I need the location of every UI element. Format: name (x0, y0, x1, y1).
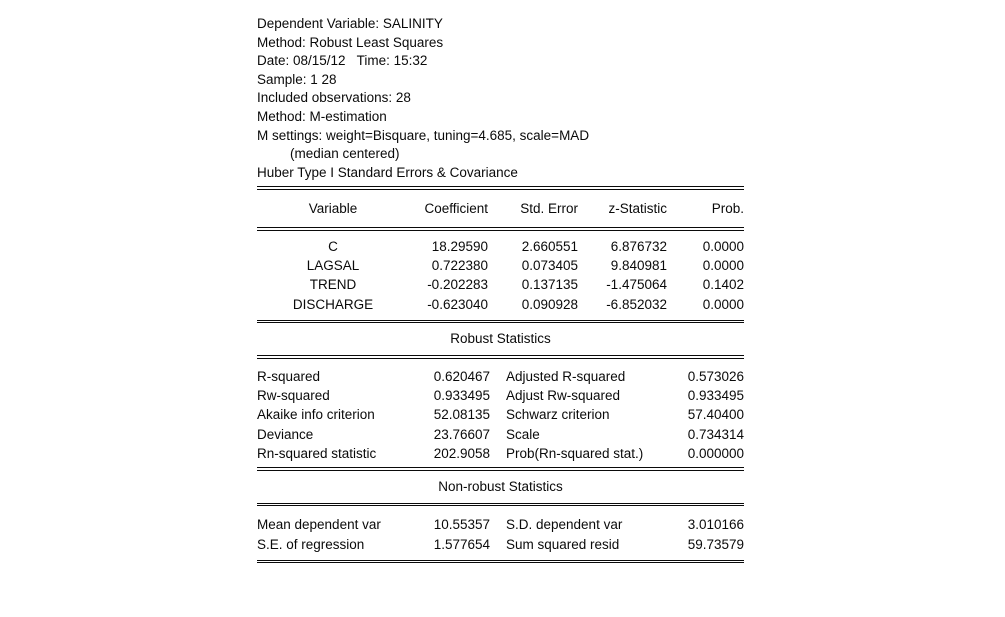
coefficient-table-header (257, 190, 744, 227)
column-header-variable: Variable (308, 200, 358, 216)
stat-value: 57.40400 (687, 407, 744, 423)
stat-label: Prob(Rn-squared stat.) (506, 446, 644, 462)
stat-row (257, 367, 744, 386)
stat-value: 52.08135 (433, 407, 490, 423)
stat-value: 0.000000 (687, 446, 744, 462)
column-header-coefficient: Coefficient (424, 200, 488, 216)
stat-label: R-squared (257, 368, 321, 384)
z-statistic-value: -6.852032 (606, 296, 667, 312)
dependent-variable-line: Dependent Variable: SALINITY (257, 16, 443, 31)
m-settings-continuation-line: (median centered) (290, 146, 400, 162)
stat-value: 10.55357 (433, 517, 490, 533)
stat-label: Deviance (257, 426, 314, 442)
stat-row (257, 515, 744, 534)
date-time-line: Date: 08/15/12 Time: 15:32 (257, 53, 428, 69)
z-statistic-value: 9.840981 (610, 257, 667, 273)
stat-row (257, 405, 744, 424)
variable-name: LAGSAL (306, 257, 360, 273)
stat-value: 0.734314 (687, 426, 744, 442)
stat-label: Mean dependent var (257, 517, 381, 533)
coefficient-value: -0.623040 (427, 296, 488, 312)
stat-row (257, 386, 744, 405)
stat-value: 0.933495 (687, 388, 744, 404)
stat-label: S.D. dependent var (506, 517, 623, 533)
method-line: Method: Robust Least Squares (257, 34, 444, 50)
stat-value: 202.9058 (433, 446, 490, 462)
stat-value: 0.620467 (433, 368, 490, 384)
stat-label: Sum squared resid (506, 536, 620, 552)
stat-label: Schwarz criterion (506, 407, 610, 423)
variable-name: DISCHARGE (292, 296, 374, 312)
stat-label: Scale (506, 426, 540, 442)
prob-value: 0.1402 (702, 277, 744, 293)
column-header-z-statistic: z-Statistic (608, 200, 667, 216)
coefficient-value: 18.29590 (431, 238, 488, 254)
stat-label: Akaike info criterion (257, 407, 375, 423)
table-row (257, 237, 744, 256)
table-bottom-rule (257, 560, 744, 564)
stat-value: 23.76607 (433, 426, 490, 442)
stat-label: Rn-squared statistic (257, 446, 377, 462)
stat-row (257, 535, 744, 554)
std-error-value: 0.073405 (521, 257, 578, 273)
nonrobust-statistics-body (257, 506, 744, 560)
robust-statistics-body (257, 359, 744, 467)
m-settings-line: M settings: weight=Bisquare, tuning=4.685, scale=MAD (257, 127, 590, 143)
stat-label: Rw-squared (257, 388, 330, 404)
table-row (257, 295, 744, 314)
stat-label: Adjusted R-squared (506, 368, 626, 384)
stat-value: 0.573026 (687, 368, 744, 384)
nonrobust-statistics-title: Non-robust Statistics (438, 478, 563, 494)
included-observations-line: Included observations: 28 (257, 90, 411, 106)
coefficient-value: -0.202283 (427, 277, 488, 293)
z-statistic-value: -1.475064 (606, 277, 667, 293)
stat-label: Adjust Rw-squared (506, 388, 621, 404)
estimation-header (257, 15, 744, 182)
stat-row (257, 425, 744, 444)
sample-line: Sample: 1 28 (257, 71, 337, 87)
std-error-value: 0.137135 (521, 277, 578, 293)
regression-output (257, 15, 744, 563)
stat-value: 3.010166 (687, 517, 744, 533)
variable-name: TREND (309, 277, 357, 293)
stat-label: S.E. of regression (257, 536, 365, 552)
coefficient-table-body (257, 231, 744, 320)
std-error-value: 2.660551 (521, 238, 578, 254)
prob-value: 0.0000 (702, 296, 744, 312)
table-row (257, 256, 744, 275)
variable-name: C (328, 238, 338, 254)
coefficient-value: 0.722380 (431, 257, 488, 273)
stat-row (257, 444, 744, 463)
table-row (257, 275, 744, 294)
robust-statistics-title: Robust Statistics (450, 331, 551, 347)
prob-value: 0.0000 (702, 257, 744, 273)
std-error-value: 0.090928 (521, 296, 578, 312)
stat-value: 59.73579 (687, 536, 744, 552)
estimation-method-line: Method: M-estimation (257, 108, 387, 124)
stat-value: 0.933495 (433, 388, 490, 404)
z-statistic-value: 6.876732 (610, 238, 667, 254)
covariance-line: Huber Type I Standard Errors & Covariance (257, 164, 518, 180)
column-header-prob: Prob. (711, 200, 744, 216)
column-header-std-error: Std. Error (520, 200, 578, 216)
prob-value: 0.0000 (702, 238, 744, 254)
stat-value: 1.577654 (433, 536, 490, 552)
